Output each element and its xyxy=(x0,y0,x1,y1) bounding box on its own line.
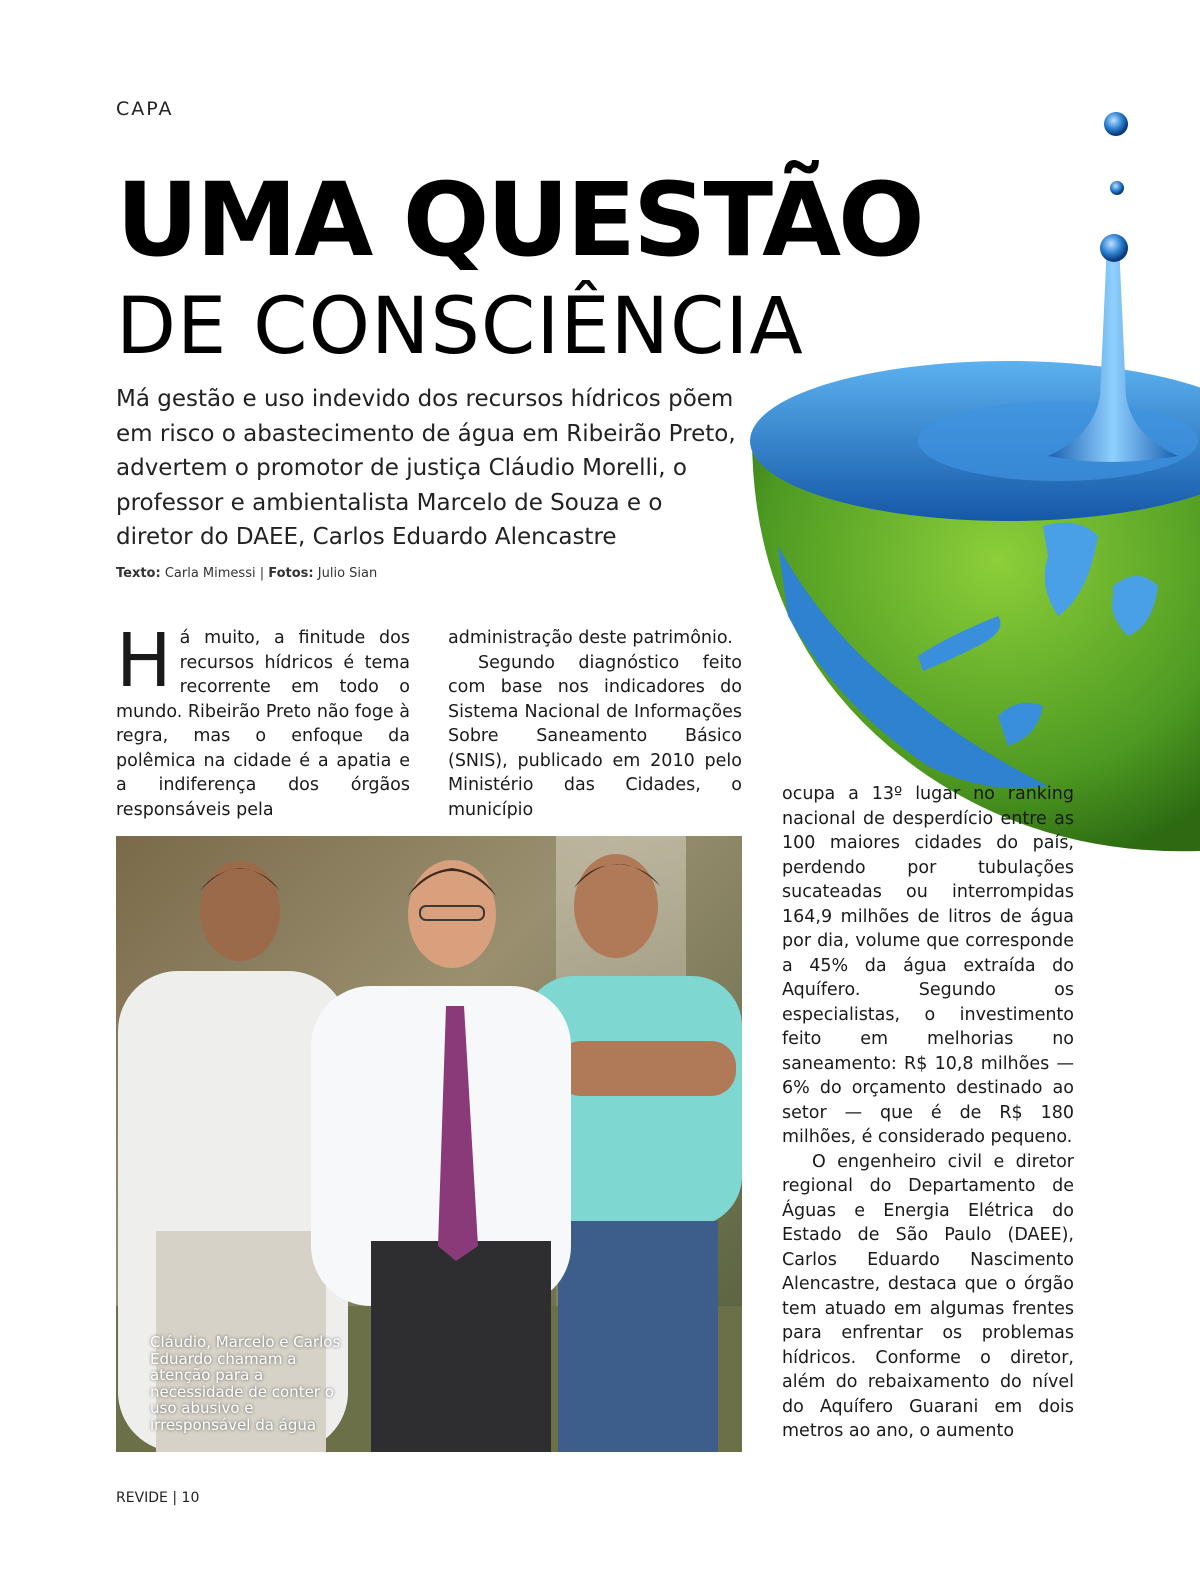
headline-main: UMA QUESTÃO xyxy=(116,161,922,280)
dropcap: H xyxy=(116,618,172,704)
body-col2-paragraph-2: Segundo diagnóstico feito com base nos indicadores do Sistema Nacional de Informações Sobre Saneamento Básico (SNIS), publicado em 2010 pelo Ministério das Cidades, o município xyxy=(448,652,742,820)
earth-bowl-illustration xyxy=(748,96,1200,866)
footer-separator: | xyxy=(172,1490,178,1506)
body-column-3 xyxy=(782,782,1074,1444)
group-photo xyxy=(116,836,742,1452)
page-footer xyxy=(116,1490,199,1506)
body-col2-paragraph-1: administração deste patrimônio. xyxy=(448,628,733,648)
footer-page-number: 10 xyxy=(181,1490,200,1506)
footer-magazine: REVIDE xyxy=(116,1490,168,1506)
credits-photo-label: Fotos: xyxy=(268,566,314,581)
credits-text-label: Texto: xyxy=(116,566,161,581)
body-column-1 xyxy=(116,618,410,822)
credits-photo-author: Julio Sian xyxy=(317,566,378,581)
credits-separator: | xyxy=(259,566,265,581)
credits-line xyxy=(116,566,377,581)
water-drop-2 xyxy=(1110,181,1124,195)
body-col3-paragraph-2: O engenheiro civil e diretor regional do Departamento de Águas e Energia Elétrica do Estado de São Paulo (DAEE), Carlos Eduardo Nascimento Alencastre, destaca que o órgão tem atuado em algumas frentes para enfrentar os problemas hídricos. Conforme o diretor, além do rebaixamento do nível do Aquífero Guarani em dois metros ao ano, o aumento xyxy=(782,1151,1074,1441)
body-column-2 xyxy=(448,626,742,822)
credits-text-author: Carla Mimessi xyxy=(164,566,256,581)
headline-sub: DE CONSCIÊNCIA xyxy=(116,282,804,372)
body-col3-paragraph-1: ocupa a 13º lugar no ranking nacional de desperdício entre as 100 maiores cidades do país, perdendo por tubulações sucateadas ou interrompidas 164,9 milhões de litros de água por dia, volume que corresponde a 45% da água extraída do Aquífero. Segundo os especialistas, o investimento feito em melhorias no saneamento: R$ 10,8 milhões — 6% do orçamento destinado ao setor — que é de R$ 180 milhões, é considerado pequeno. xyxy=(782,784,1074,1147)
section-label: CAPA xyxy=(116,98,174,120)
body-col1-text: á muito, a finitude dos recursos hídricos é tema recorrente em todo o mundo. Ribeirão Preto não foge à regra, mas o enfoque da polêmica na cidade é a apatia e a indiferença dos órgãos responsáveis pela xyxy=(116,628,410,820)
photo-caption: Cláudio, Marcelo e Carlos Eduardo chamam a atenção para a necessidade de conter o uso abusivo e irresponsável da água xyxy=(150,1333,341,1434)
water-drop-1 xyxy=(1104,112,1128,136)
deck-text: Má gestão e uso indevido dos recursos hídricos põem em risco o abastecimento de água em Ribeirão Preto, advertem o promotor de justiça Cláudio Morelli, o professor e ambientalista Marcelo de Souza e o diretor do DAEE, Carlos Eduardo Alencastre xyxy=(116,386,736,550)
